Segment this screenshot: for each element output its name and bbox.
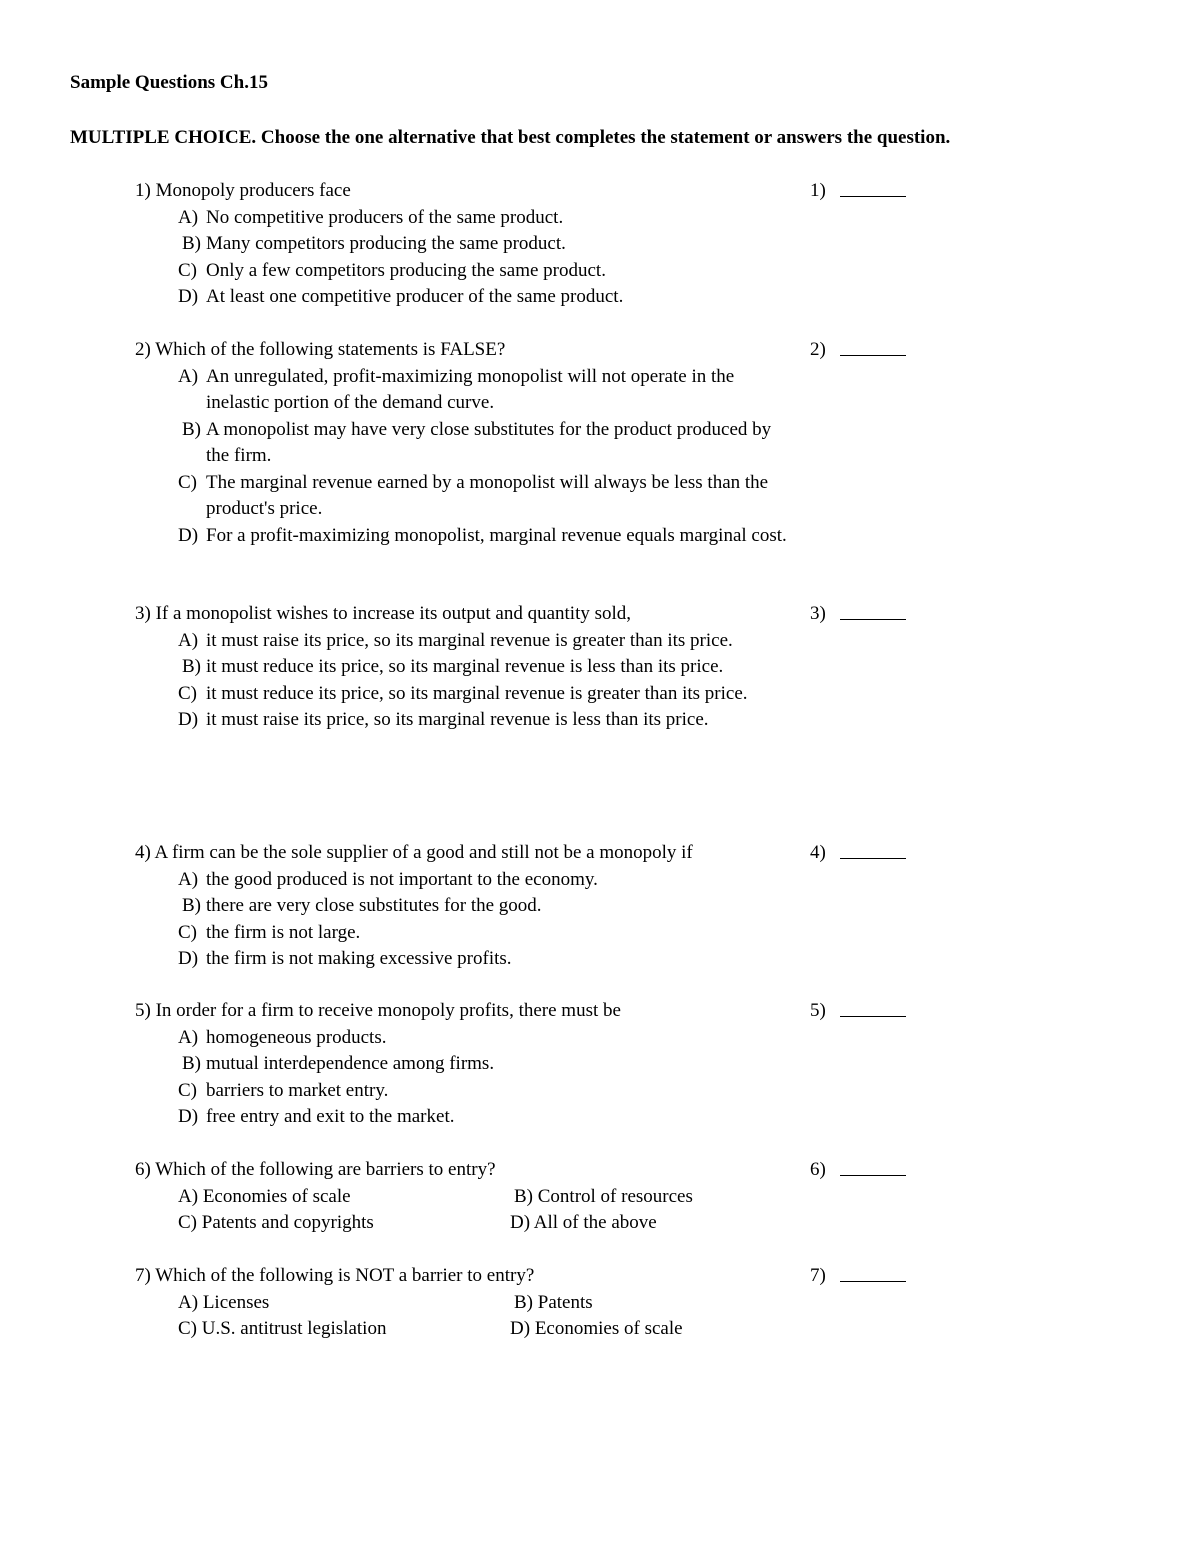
options-grid (178, 1184, 798, 1237)
option-a[interactable] (178, 628, 798, 655)
option-d[interactable] (178, 1104, 798, 1131)
question-stem (135, 840, 693, 867)
option-letter: D) (178, 709, 199, 730)
answer-number: 3) (810, 603, 826, 624)
option-b[interactable] (182, 893, 798, 920)
option-d[interactable] (510, 1316, 683, 1343)
question-stem (135, 178, 351, 205)
option-letter: B) (182, 233, 201, 254)
option-text: At least one competitive producer of the same product. (206, 286, 624, 307)
question-text: If a monopolist wishes to increase its output and quantity sold, (155, 603, 632, 624)
option-text: Economies of scale (534, 1318, 683, 1339)
option-text: Patents and copyrights (201, 1212, 374, 1233)
option-text: it must reduce its price, so its marginal revenue is greater than its price. (206, 682, 748, 704)
option-text: homogeneous products. (206, 1026, 387, 1048)
option-letter: A) (178, 629, 199, 651)
option-b[interactable] (514, 1290, 593, 1317)
option-text: For a profit-maximizing monopolist, marginal revenue equals marginal cost. (206, 524, 787, 546)
option-text: the firm is not large. (206, 921, 361, 943)
question-number: 3) (135, 603, 151, 624)
answer-slot[interactable] (810, 1263, 906, 1290)
options-grid (178, 1290, 798, 1343)
option-letter: B) (182, 895, 201, 916)
option-c[interactable] (178, 1210, 374, 1237)
question-text: Which of the following are barriers to entry? (155, 1159, 496, 1180)
option-d[interactable] (178, 946, 798, 973)
option-letter: D) (510, 1318, 531, 1339)
question-text: Which of the following statements is FALSE? (155, 339, 506, 360)
question-number: 6) (135, 1159, 151, 1180)
answer-number: 1) (810, 180, 826, 201)
answer-slot[interactable] (810, 178, 906, 205)
answer-number: 2) (810, 339, 826, 360)
option-b[interactable] (514, 1184, 693, 1211)
option-c[interactable] (178, 1078, 798, 1105)
option-letter: A) (178, 1026, 199, 1048)
option-b[interactable] (182, 1051, 798, 1078)
option-letter: D) (178, 948, 199, 969)
answer-blank[interactable] (840, 601, 906, 620)
option-letter: B) (182, 1053, 201, 1074)
option-letter: C) (178, 1212, 197, 1233)
options-list (178, 205, 798, 311)
option-a[interactable] (178, 1184, 351, 1211)
question-stem (135, 998, 621, 1025)
answer-number: 7) (810, 1265, 826, 1286)
option-text: Only a few competitors producing the same product. (206, 259, 606, 281)
answer-number: 5) (810, 1000, 826, 1021)
option-text: An unregulated, profit-maximizing monopolist will not operate in the inelastic portion of the demand curve. (206, 365, 735, 413)
options-row (178, 1184, 798, 1211)
option-text: Licenses (202, 1291, 270, 1313)
option-text: U.S. antitrust legislation (201, 1318, 387, 1339)
options-row (178, 1316, 798, 1343)
option-letter: C) (178, 1079, 197, 1101)
option-d[interactable] (178, 523, 798, 550)
option-d[interactable] (510, 1210, 657, 1237)
instructions: MULTIPLE CHOICE. Choose the one alternative that best completes the statement or answers the question. (70, 127, 951, 148)
answer-blank[interactable] (840, 998, 906, 1017)
option-a[interactable] (178, 364, 798, 417)
option-text: Control of resources (537, 1185, 693, 1207)
option-letter: B) (514, 1185, 533, 1207)
option-text: it must raise its price, so its marginal revenue is greater than its price. (206, 629, 733, 651)
option-text: it must reduce its price, so its marginal revenue is less than its price. (206, 656, 724, 677)
option-b[interactable] (182, 417, 798, 470)
answer-blank[interactable] (840, 178, 906, 197)
option-letter: D) (178, 1106, 199, 1127)
option-letter: C) (178, 682, 197, 704)
answer-blank[interactable] (840, 1263, 906, 1282)
options-list (178, 867, 798, 973)
answer-number: 6) (810, 1159, 826, 1180)
answer-blank[interactable] (840, 840, 906, 859)
option-letter: A) (178, 1291, 199, 1313)
option-text: No competitive producers of the same product. (206, 206, 564, 228)
question-text: Monopoly producers face (155, 180, 351, 201)
option-d[interactable] (178, 707, 798, 734)
answer-number: 4) (810, 842, 826, 863)
answer-slot[interactable] (810, 998, 906, 1025)
option-c[interactable] (178, 681, 798, 708)
question-stem (135, 601, 631, 628)
question-text: Which of the following is NOT a barrier to entry? (155, 1265, 535, 1286)
option-letter: A) (178, 365, 199, 387)
answer-blank[interactable] (840, 337, 906, 356)
option-letter: C) (178, 259, 197, 281)
option-letter: A) (178, 868, 199, 890)
option-text: A monopolist may have very close substitutes for the product produced by the firm. (206, 418, 772, 466)
option-a[interactable] (178, 1290, 269, 1317)
question-number: 4) (135, 842, 151, 863)
answer-slot[interactable] (810, 840, 906, 867)
answer-blank[interactable] (840, 1157, 906, 1176)
option-b[interactable] (182, 231, 798, 258)
question-text: In order for a firm to receive monopoly profits, there must be (155, 1000, 621, 1021)
option-c[interactable] (178, 470, 798, 523)
question-number: 7) (135, 1265, 151, 1286)
option-letter: B) (182, 656, 201, 677)
question-number: 2) (135, 339, 151, 360)
option-text: The marginal revenue earned by a monopolist will always be less than the product's price. (206, 471, 769, 519)
option-letter: B) (514, 1291, 533, 1313)
option-letter: D) (510, 1212, 531, 1233)
answer-slot[interactable] (810, 337, 906, 364)
option-letter: C) (178, 1318, 197, 1339)
page-title: Sample Questions Ch.15 (70, 72, 268, 93)
question-text: A firm can be the sole supplier of a good and still not be a monopoly if (154, 842, 693, 863)
option-text: mutual interdependence among firms. (206, 1053, 495, 1074)
option-text: barriers to market entry. (206, 1079, 389, 1101)
option-c[interactable] (178, 1316, 386, 1343)
option-letter: D) (178, 286, 199, 307)
option-letter: C) (178, 471, 197, 493)
option-letter: A) (178, 206, 199, 228)
answer-slot[interactable] (810, 1157, 906, 1184)
option-text: the good produced is not important to the economy. (206, 868, 598, 890)
question-stem (135, 1263, 534, 1290)
option-letter: A) (178, 1185, 199, 1207)
options-list (178, 1025, 798, 1131)
option-b[interactable] (182, 654, 798, 681)
option-text: Economies of scale (202, 1185, 351, 1207)
options-list (178, 364, 798, 550)
option-a[interactable] (178, 205, 798, 232)
option-letter: C) (178, 921, 197, 943)
options-row (178, 1290, 798, 1317)
option-a[interactable] (178, 1025, 798, 1052)
option-a[interactable] (178, 867, 798, 894)
option-text: it must raise its price, so its marginal revenue is less than its price. (206, 709, 709, 730)
question-stem (135, 337, 505, 364)
option-text: the firm is not making excessive profits. (206, 948, 512, 969)
answer-slot[interactable] (810, 601, 906, 628)
option-text: Patents (537, 1291, 593, 1313)
option-text: All of the above (533, 1212, 657, 1233)
option-text: Many competitors producing the same product. (206, 233, 566, 254)
option-c[interactable] (178, 920, 798, 947)
options-list (178, 628, 798, 734)
option-c[interactable] (178, 258, 798, 285)
option-d[interactable] (178, 284, 798, 311)
options-row (178, 1210, 798, 1237)
question-stem (135, 1157, 496, 1184)
question-number: 5) (135, 1000, 151, 1021)
option-letter: B) (182, 418, 201, 440)
option-text: free entry and exit to the market. (206, 1106, 455, 1127)
option-text: there are very close substitutes for the good. (206, 895, 542, 916)
question-number: 1) (135, 180, 151, 201)
option-letter: D) (178, 524, 199, 546)
